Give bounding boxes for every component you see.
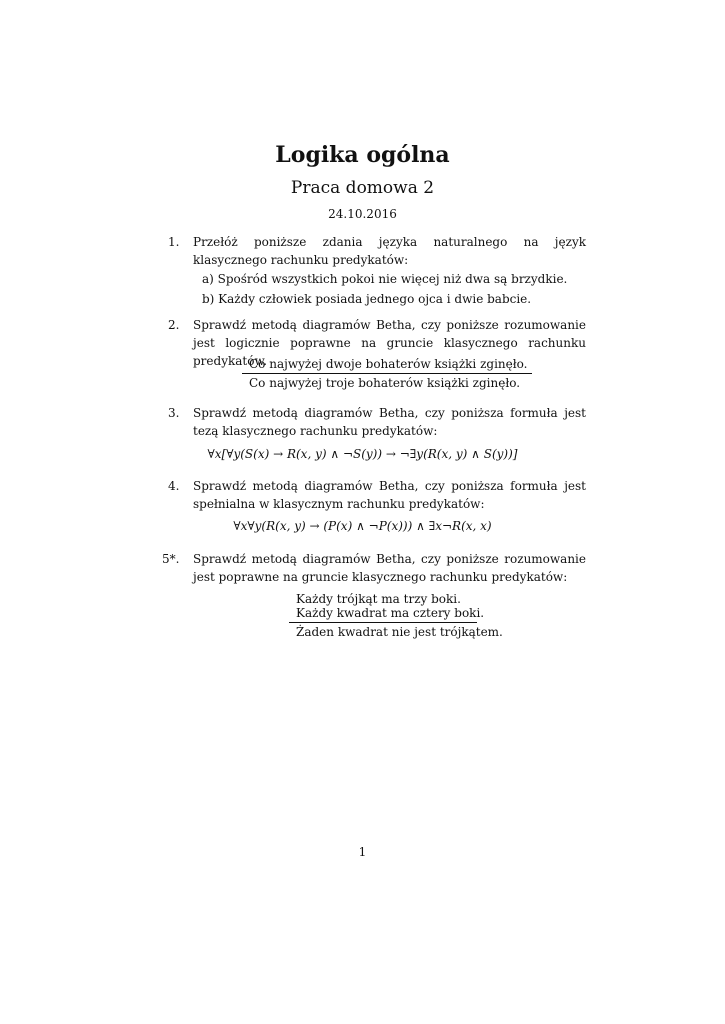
task-number: 1.	[168, 235, 180, 249]
document-date: 24.10.2016	[328, 207, 397, 221]
inference-line	[289, 622, 477, 623]
task-1	[168, 233, 586, 269]
task-text: Sprawdź metodą diagramów Betha, czy poniższe rozumowanie jest poprawne na gruncie klasycznego rachunku predykatów:	[193, 552, 586, 584]
argument-premise: Co najwyżej dwoje bohaterów książki zginęło.	[249, 357, 528, 371]
task-4	[168, 477, 586, 513]
argument-premise: Każdy kwadrat ma cztery boki.	[296, 606, 485, 620]
argument-conclusion: Żaden kwadrat nie jest trójkątem.	[296, 625, 503, 639]
page-subtitle: Praca domowa 2	[290, 178, 435, 198]
task-text: Sprawdź metodą diagramów Betha, czy poniższa formuła jest tezą klasycznego rachunku predykatów:	[193, 406, 586, 438]
task-number: 5*.	[162, 552, 180, 566]
task-1-subitem-b: b) Każdy człowiek posiada jednego ojca i dwie babcie.	[202, 292, 532, 306]
task-3-formula: ∀x[∀y(S(x) → R(x, y) ∧ ¬S(y)) → ¬∃y(R(x, y) ∧ S(y))]	[207, 447, 518, 461]
task-3	[168, 404, 586, 440]
task-text: Przełóż poniższe zdania języka naturalnego na język klasycznego rachunku predykatów:	[193, 235, 586, 267]
task-1-subitem-a: a) Spośród wszystkich pokoi nie więcej niż dwa są brzydkie.	[202, 272, 568, 286]
task-number: 2.	[168, 318, 180, 332]
task-number: 4.	[168, 479, 180, 493]
task-number: 3.	[168, 406, 180, 420]
argument-premise: Każdy trójkąt ma trzy boki.	[296, 592, 461, 606]
inference-line	[242, 373, 532, 374]
task-4-formula: ∀x∀y(R(x, y) → (P(x) ∧ ¬P(x))) ∧ ∃x¬R(x, x)	[233, 519, 492, 533]
page-number: 1	[358, 845, 367, 859]
task-text: Sprawdź metodą diagramów Betha, czy poniższa formuła jest spełnialna w klasycznym rachunku predykatów:	[193, 479, 586, 511]
task-5	[162, 550, 586, 586]
task-text: Sprawdź metodą diagramów Betha, czy poniższe rozumowanie jest logicznie poprawne na gruncie klasycznego rachunku predykatów.	[193, 318, 586, 368]
page-title: Logika ogólna	[275, 142, 450, 168]
argument-conclusion: Co najwyżej troje bohaterów książki zginęło.	[249, 376, 521, 390]
